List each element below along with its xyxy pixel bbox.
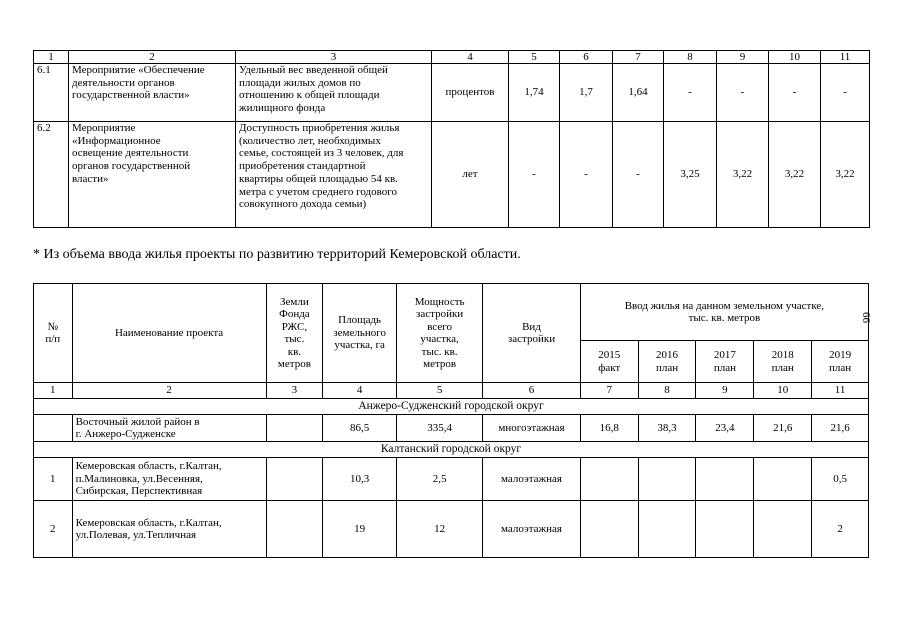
- value-cell: 16,8: [580, 415, 638, 442]
- text-line: освещение деятельности: [72, 147, 189, 160]
- capacity-cell: 12: [397, 501, 483, 558]
- fund-cell: [266, 458, 323, 501]
- value-cell: 3,25: [664, 122, 717, 228]
- value-cell: 21,6: [754, 415, 812, 442]
- header-line: застройки: [507, 333, 556, 345]
- indicator-cell: [236, 122, 432, 228]
- table2-col-number: 5: [397, 383, 483, 399]
- project-name: [72, 458, 266, 501]
- value-cell: 0,5: [812, 458, 869, 501]
- value-cell: -: [560, 122, 613, 228]
- text-line: Сибирская, Перспективная: [75, 485, 203, 498]
- header-line: земельного: [333, 326, 386, 339]
- value-cell: 3,22: [821, 122, 870, 228]
- row-number: [34, 415, 73, 442]
- table2-col-number: 9: [696, 383, 754, 399]
- header-line: план: [713, 361, 736, 374]
- table-row: [34, 501, 869, 558]
- header-line: тыс. кв. метров: [688, 312, 761, 324]
- row-number: 2: [34, 501, 73, 558]
- header-line: метров: [423, 358, 457, 370]
- header-num: [34, 284, 73, 383]
- text-line: квартиры общей площадью 54 кв.: [239, 172, 398, 185]
- header-project-name: Наименование проекта: [72, 284, 266, 383]
- header-year: [638, 341, 696, 383]
- header-line: план: [655, 361, 679, 374]
- type-cell: малоэтажная: [483, 501, 581, 558]
- value-cell: [696, 458, 754, 501]
- header-line: участка, га: [334, 339, 385, 352]
- fund-cell: [266, 415, 323, 442]
- table2-header-row: [34, 284, 869, 341]
- text-line: Мероприятие: [72, 122, 136, 134]
- value-cell: 38,3: [638, 415, 696, 442]
- area-cell: 10,3: [323, 458, 397, 501]
- value-cell: [580, 458, 638, 501]
- header-year: [580, 341, 638, 383]
- table1-header-row: [34, 51, 870, 64]
- table2-col-number: 7: [580, 383, 638, 399]
- table2-col-number: 11: [812, 383, 869, 399]
- row-number: 6.1: [34, 64, 69, 122]
- text-line: г. Анжеро-Судженске: [75, 428, 176, 440]
- measure-cell: [69, 64, 236, 122]
- value-cell: 21,6: [812, 415, 869, 442]
- header-line: план: [829, 361, 852, 374]
- table-row: [34, 415, 869, 442]
- table1-col-number: 3: [236, 51, 432, 64]
- header-input: [580, 284, 868, 341]
- header-line: №: [47, 320, 59, 333]
- group-title: Калтанский городской округ: [34, 442, 869, 458]
- text-line: (количество лет, необходимых: [239, 134, 381, 147]
- table2-col-number: 3: [266, 383, 323, 399]
- fund-cell: [266, 501, 323, 558]
- value-cell: 3,22: [769, 122, 821, 228]
- value-cell: 23,4: [696, 415, 754, 442]
- table2-col-number: 8: [638, 383, 696, 399]
- header-line: Вид: [522, 320, 541, 333]
- table-row: [34, 122, 870, 228]
- value-cell: -: [613, 122, 664, 228]
- capacity-cell: 335,4: [397, 415, 483, 442]
- header-line: метров: [277, 358, 311, 370]
- table1-col-number: 10: [769, 51, 821, 64]
- header-line: 2017: [713, 349, 736, 361]
- text-line: семье, состоящей из 3 человек, для: [239, 147, 404, 160]
- table2-col-number: 1: [34, 383, 73, 399]
- value-cell: [696, 501, 754, 558]
- header-year: [812, 341, 869, 383]
- row-number: 6.2: [34, 122, 69, 228]
- table2-col-number: 6: [483, 383, 581, 399]
- header-line: 2015: [598, 349, 621, 361]
- indicator-cell: [236, 64, 432, 122]
- area-cell: 86,5: [323, 415, 397, 442]
- table2-col-number: 4: [323, 383, 397, 399]
- table2-col-number: 10: [754, 383, 812, 399]
- header-line: РЖС,: [281, 320, 308, 333]
- table2-col-number: 2: [72, 383, 266, 399]
- type-cell: многоэтажная: [483, 415, 581, 442]
- text-line: Кемеровская область, г.Калтан,: [75, 460, 222, 473]
- header-type: [483, 284, 581, 383]
- text-line: Мероприятие «Обеспечение: [72, 64, 205, 76]
- row-number: 1: [34, 458, 73, 501]
- table1-col-number: 8: [664, 51, 717, 64]
- text-line: Удельный вес введенной общей: [239, 64, 388, 76]
- table1-col-number: 11: [821, 51, 870, 64]
- text-line: «Информационное: [72, 134, 161, 147]
- value-cell: -: [717, 64, 769, 122]
- header-capacity: [397, 284, 483, 383]
- table-row: [34, 64, 870, 122]
- header-line: Ввод жилья на данном земельном участке,: [624, 299, 825, 312]
- header-line: Мощность: [414, 295, 465, 308]
- value-cell: 1,7: [560, 64, 613, 122]
- header-line: застройки: [416, 308, 464, 320]
- table1-col-number: 2: [69, 51, 236, 64]
- group-title: Анжеро-Судженский городской округ: [34, 399, 869, 415]
- text-line: деятельности органов: [72, 76, 175, 89]
- capacity-cell: 2,5: [397, 458, 483, 501]
- table-row: [34, 458, 869, 501]
- table2-colnum-row: [34, 383, 869, 399]
- value-cell: -: [509, 122, 560, 228]
- value-cell: -: [821, 64, 870, 122]
- indicators-table: [33, 50, 870, 228]
- value-cell: [754, 501, 812, 558]
- text-line: власти»: [72, 172, 109, 185]
- header-line: тыс.: [284, 333, 305, 345]
- value-cell: -: [769, 64, 821, 122]
- footnote: * Из объема ввода жилья проекты по развитию территорий Кемеровской области.: [33, 247, 521, 262]
- value-cell: [638, 458, 696, 501]
- value-cell: [580, 501, 638, 558]
- table1-col-number: 7: [613, 51, 664, 64]
- value-cell: 1,64: [613, 64, 664, 122]
- text-line: отношению к общей площади: [239, 89, 380, 102]
- page-number: 66: [860, 312, 872, 323]
- table1-col-number: 9: [717, 51, 769, 64]
- project-name: [72, 501, 266, 558]
- text-line: совокупного дохода семьи): [239, 198, 367, 211]
- header-line: Земли: [280, 295, 309, 308]
- unit-cell: процентов: [432, 64, 509, 122]
- text-line: Кемеровская область, г.Калтан,: [75, 516, 222, 529]
- unit-cell: лет: [432, 122, 509, 228]
- text-line: ул.Полевая, ул.Тепличная: [75, 529, 197, 541]
- header-area: [323, 284, 397, 383]
- value-cell: [754, 458, 812, 501]
- header-line: 2016: [656, 349, 679, 361]
- value-cell: 3,22: [717, 122, 769, 228]
- project-name: [72, 415, 266, 442]
- header-line: план: [771, 361, 794, 374]
- header-year: [754, 341, 812, 383]
- text-line: метра с учетом среднего годового: [239, 185, 397, 198]
- text-line: государственной власти»: [72, 89, 190, 102]
- header-line: участка,: [420, 333, 459, 345]
- measure-cell: [69, 122, 236, 228]
- header-line: тыс. кв.: [421, 345, 458, 358]
- type-cell: малоэтажная: [483, 458, 581, 501]
- text-line: площади жилых домов по: [239, 76, 361, 89]
- header-line: п/п: [45, 333, 61, 345]
- housing-projects-table: [33, 283, 869, 558]
- header-line: 2018: [771, 349, 794, 361]
- header-fund: [266, 284, 323, 383]
- header-line: 2019: [829, 349, 852, 361]
- table1-col-number: 5: [509, 51, 560, 64]
- text-line: приобретения стандартной: [239, 160, 366, 173]
- text-line: п.Малиновка, ул.Весенняя,: [75, 472, 203, 485]
- header-year: [696, 341, 754, 383]
- table1-col-number: 4: [432, 51, 509, 64]
- value-cell: 1,74: [509, 64, 560, 122]
- group-row: [34, 442, 869, 458]
- header-line: Площадь: [338, 314, 382, 327]
- text-line: органов государственной: [72, 160, 191, 173]
- header-line: всего: [427, 320, 452, 333]
- value-cell: -: [664, 64, 717, 122]
- table1-col-number: 1: [34, 51, 69, 64]
- header-line: факт: [598, 361, 621, 374]
- text-line: Доступность приобретения жилья: [239, 122, 400, 134]
- value-cell: [638, 501, 696, 558]
- table1-col-number: 6: [560, 51, 613, 64]
- area-cell: 19: [323, 501, 397, 558]
- text-line: жилищного фонда: [239, 102, 326, 115]
- header-line: кв.: [287, 345, 302, 358]
- text-line: Восточный жилой район в: [75, 415, 200, 428]
- group-row: [34, 399, 869, 415]
- value-cell: 2: [812, 501, 869, 558]
- header-line: Фонда: [279, 308, 310, 320]
